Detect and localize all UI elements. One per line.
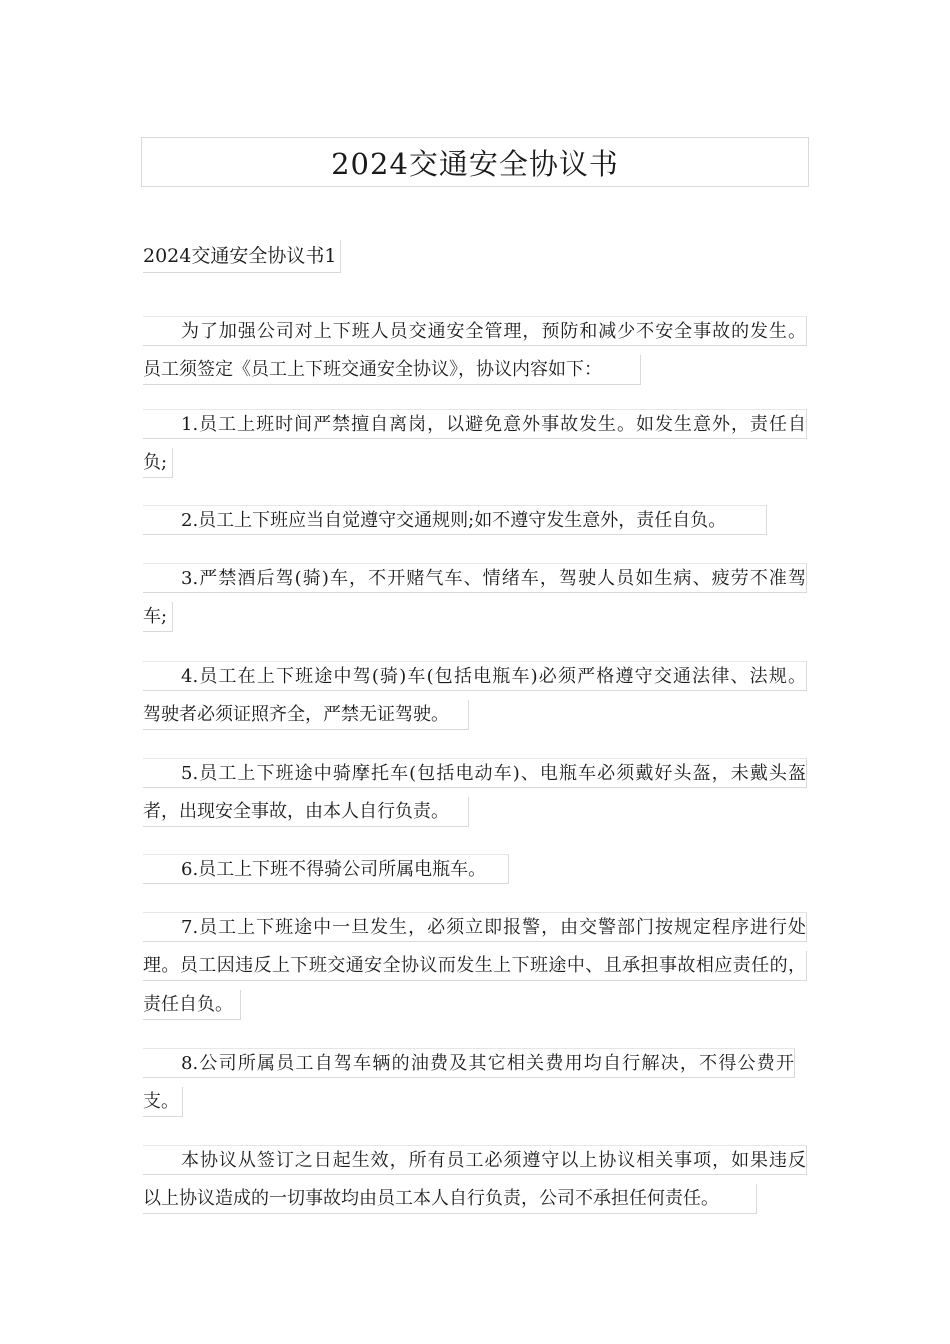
paragraph-line: 8.公司所属员工自驾车辆的油费及其它相关费用均自行解决，不得公费开 bbox=[143, 1048, 795, 1078]
paragraph-line: 车; bbox=[143, 602, 173, 632]
paragraph-line: 者，出现安全事故，由本人自行负责。 bbox=[143, 797, 469, 827]
paragraph-item-4 bbox=[143, 661, 807, 739]
document-title bbox=[141, 137, 809, 187]
paragraph-item-5 bbox=[143, 758, 807, 836]
paragraph-item-7 bbox=[143, 912, 807, 1029]
paragraph-line: 7.员工上下班途中一旦发生，必须立即报警，由交警部门按规定程序进行处 bbox=[143, 912, 807, 942]
paragraph-item-3 bbox=[143, 563, 807, 641]
paragraph-line: 为了加强公司对上下班人员交通安全管理，预防和减少不安全事故的发生。 bbox=[143, 316, 807, 346]
paragraph-item-1 bbox=[143, 409, 807, 487]
paragraph-intro bbox=[143, 316, 807, 394]
paragraph-line: 本协议从签订之日起生效，所有员工必须遵守以上协议相关事项，如果违反 bbox=[143, 1145, 807, 1175]
paragraph-line: 4.员工在上下班途中驾(骑)车(包括电瓶车)必须严格遵守交通法律、法规。 bbox=[143, 661, 807, 691]
paragraph-line: 以上协议造成的一切事故均由员工本人自行负责，公司不承担任何责任。 bbox=[143, 1184, 757, 1214]
paragraph-closing bbox=[143, 1145, 807, 1223]
document-title-text: 2024交通安全协议书 bbox=[331, 146, 619, 181]
paragraph-line: 理。员工因违反上下班交通安全协议而发生上下班途中、且承担事故相应责任的， bbox=[143, 951, 807, 981]
paragraph-line: 员工须签定《员工上下班交通安全协议》，协议内容如下： bbox=[143, 355, 641, 385]
paragraph-line: 1.员工上班时间严禁擅自离岗，以避免意外事故发生。如发生意外，责任自 bbox=[143, 409, 807, 439]
paragraph-line: 2.员工上下班应当自觉遵守交通规则;如不遵守发生意外，责任自负。 bbox=[143, 505, 767, 535]
paragraph-line: 支。 bbox=[143, 1087, 183, 1117]
paragraph-line: 驾驶者必须证照齐全，严禁无证驾驶。 bbox=[143, 700, 469, 730]
paragraph-item-6 bbox=[143, 854, 807, 893]
paragraph-line: 负; bbox=[143, 448, 173, 478]
paragraph-item-2 bbox=[143, 505, 807, 544]
paragraph-line: 3.严禁酒后驾(骑)车，不开赌气车、情绪车，驾驶人员如生病、疲劳不准驾 bbox=[143, 563, 807, 593]
paragraph-line: 责任自负。 bbox=[143, 990, 241, 1020]
paragraph-line: 5.员工上下班途中骑摩托车(包括电动车)、电瓶车必须戴好头盔，未戴头盔 bbox=[143, 758, 807, 788]
paragraph-item-8 bbox=[143, 1048, 807, 1126]
paragraph-line: 6.员工上下班不得骑公司所属电瓶车。 bbox=[143, 854, 509, 884]
section-heading: 2024交通安全协议书1 bbox=[143, 240, 341, 273]
